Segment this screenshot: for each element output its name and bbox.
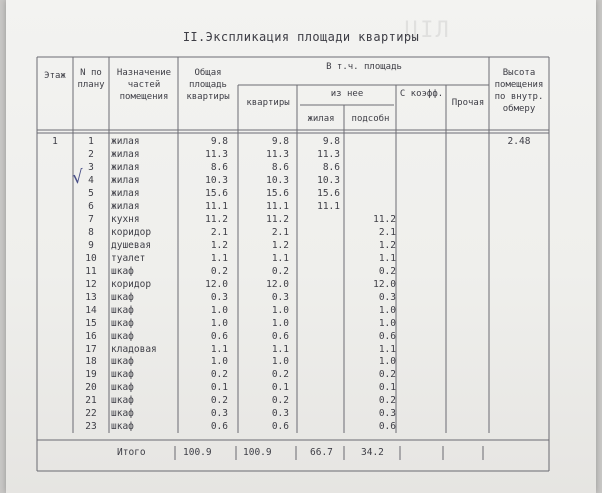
table-row: [37, 175, 549, 188]
plan-number-header: N по плану: [77, 68, 105, 90]
row-purpose: шкаф: [111, 317, 134, 329]
totals-living-area: 66.7: [310, 447, 333, 458]
totals-auxiliary-area: 34.2: [361, 447, 384, 458]
floor-header: Этаж: [44, 71, 66, 81]
row-total-area: 11.3: [205, 148, 228, 160]
table-row: [37, 227, 549, 240]
row-number: 15: [85, 317, 97, 329]
row-number: 20: [85, 382, 97, 394]
row-purpose: жилая: [111, 148, 140, 160]
height-value: 2.48: [507, 136, 531, 147]
row-apartment-area: 0.6: [271, 421, 289, 433]
row-apartment-area: 1.1: [271, 252, 289, 264]
table-row: [37, 395, 549, 408]
table-row: [37, 253, 549, 266]
row-purpose: кладовая: [111, 343, 157, 355]
row-purpose: коридор: [111, 278, 152, 290]
other-header: Прочая: [451, 98, 485, 108]
row-total-area: 8.6: [210, 161, 228, 173]
row-apartment-area: 1.0: [271, 304, 289, 316]
row-auxiliary-area: 1.2: [378, 239, 396, 251]
row-apartment-area: 0.1: [271, 382, 289, 394]
row-number: 9: [88, 239, 94, 251]
row-total-area: 1.1: [210, 252, 228, 264]
row-number: 19: [85, 369, 97, 381]
row-purpose: шкаф: [111, 369, 134, 381]
living-header: жилая: [307, 114, 335, 124]
table-row: [37, 305, 549, 318]
row-purpose: шкаф: [111, 265, 134, 277]
row-total-area: 0.2: [210, 265, 228, 277]
row-number: 1: [88, 136, 94, 147]
row-auxiliary-area: 0.3: [378, 291, 396, 303]
apartment-area-header: квартиры: [246, 98, 290, 108]
row-number: 12: [85, 278, 97, 290]
row-total-area: 12.0: [205, 278, 228, 290]
row-living-area: 10.3: [317, 174, 340, 186]
row-number: 23: [85, 421, 97, 433]
row-total-area: 10.3: [205, 174, 228, 186]
row-total-area: 0.3: [210, 408, 228, 420]
row-total-area: 11.2: [205, 213, 228, 225]
row-apartment-area: 0.2: [271, 395, 289, 407]
row-total-area: 9.8: [210, 136, 228, 147]
row-number: 5: [88, 187, 94, 199]
row-total-area: 11.1: [205, 200, 228, 212]
row-total-area: 0.1: [210, 382, 228, 394]
row-number: 16: [85, 330, 97, 342]
row-purpose: жилая: [111, 174, 140, 186]
table-row: [37, 356, 549, 369]
row-total-area: 15.6: [205, 187, 228, 199]
row-total-area: 1.0: [210, 356, 228, 368]
row-living-area: 15.6: [317, 187, 340, 199]
table-row: [37, 344, 549, 357]
row-auxiliary-area: 0.6: [378, 421, 396, 433]
totals-apartment-area: 100.9: [243, 447, 272, 458]
row-purpose: шкаф: [111, 408, 134, 420]
row-purpose: шкаф: [111, 421, 134, 433]
totals-row: [0, 447, 602, 461]
row-number: 4: [88, 174, 94, 186]
row-living-area: 8.6: [322, 161, 340, 173]
row-number: 14: [85, 304, 97, 316]
row-apartment-area: 0.3: [271, 291, 289, 303]
row-living-area: 11.3: [317, 148, 340, 160]
row-total-area: 1.1: [210, 343, 228, 355]
of-which-header: из нее: [330, 89, 364, 99]
row-living-area: 11.1: [317, 200, 340, 212]
row-total-area: 0.6: [210, 421, 228, 433]
including-area-header: В т.ч. площадь: [326, 62, 402, 72]
row-auxiliary-area: 0.3: [378, 408, 396, 420]
page-title: II.Экспликация площади квартиры: [182, 30, 420, 44]
totals-total-area: 100.9: [183, 447, 212, 458]
row-purpose: туалет: [111, 252, 146, 264]
purpose-header: Назначение частей помещения: [116, 68, 172, 102]
row-apartment-area: 0.2: [271, 265, 289, 277]
row-apartment-area: 11.3: [266, 148, 289, 160]
floor-value: 1: [52, 136, 58, 147]
row-number: 2: [88, 148, 94, 160]
row-number: 18: [85, 356, 97, 368]
table-row: [37, 162, 549, 175]
row-number: 10: [85, 252, 97, 264]
row-number: 22: [85, 408, 97, 420]
table-row: [37, 201, 549, 214]
row-apartment-area: 1.2: [271, 239, 289, 251]
row-apartment-area: 1.0: [271, 356, 289, 368]
row-apartment-area: 0.2: [271, 369, 289, 381]
row-auxiliary-area: 0.2: [378, 369, 396, 381]
row-number: 21: [85, 395, 97, 407]
row-purpose: шкаф: [111, 330, 134, 342]
row-apartment-area: 9.8: [271, 136, 289, 147]
table-row: [37, 369, 549, 382]
row-total-area: 0.6: [210, 330, 228, 342]
handwritten-checkmark: √: [70, 166, 85, 189]
row-purpose: шкаф: [111, 395, 134, 407]
row-apartment-area: 2.1: [271, 226, 289, 238]
row-auxiliary-area: 0.6: [378, 330, 396, 342]
table-row: [37, 214, 549, 227]
row-total-area: 0.2: [210, 369, 228, 381]
row-purpose: шкаф: [111, 304, 134, 316]
table-row: [37, 331, 549, 344]
table-row: [37, 240, 549, 253]
table-row: [37, 188, 549, 201]
row-purpose: шкаф: [111, 356, 134, 368]
row-apartment-area: 1.1: [271, 343, 289, 355]
auxiliary-header: подсобн: [351, 114, 390, 124]
row-purpose: жилая: [111, 187, 140, 199]
table-row: [37, 136, 549, 149]
row-purpose: кухня: [111, 213, 140, 225]
row-auxiliary-area: 1.1: [378, 252, 396, 264]
bleed-through-text: ЦIЛ: [405, 18, 451, 43]
row-number: 11: [85, 265, 97, 277]
table-row: [37, 279, 549, 292]
totals-label: Итого: [117, 447, 146, 458]
row-number: 6: [88, 200, 94, 212]
table-row: [37, 266, 549, 279]
table-row: [37, 382, 549, 395]
row-apartment-area: 12.0: [266, 278, 289, 290]
row-number: 8: [88, 226, 94, 238]
row-apartment-area: 11.1: [266, 200, 289, 212]
row-total-area: 2.1: [210, 226, 228, 238]
row-number: 17: [85, 343, 97, 355]
row-living-area: 9.8: [322, 136, 340, 147]
row-apartment-area: 8.6: [271, 161, 289, 173]
row-total-area: 1.2: [210, 239, 228, 251]
row-purpose: душевая: [111, 239, 152, 251]
row-purpose: коридор: [111, 226, 152, 238]
row-auxiliary-area: 12.0: [373, 278, 396, 290]
row-apartment-area: 0.6: [271, 330, 289, 342]
row-purpose: жилая: [111, 161, 140, 173]
table-row: [37, 318, 549, 331]
table-row: [37, 149, 549, 162]
row-auxiliary-area: 1.0: [378, 304, 396, 316]
row-auxiliary-area: 0.2: [378, 265, 396, 277]
table-row: [37, 408, 549, 421]
row-apartment-area: 0.3: [271, 408, 289, 420]
row-auxiliary-area: 1.1: [378, 343, 396, 355]
height-header: Высота помещения по внутр. обмеру: [494, 68, 544, 114]
row-auxiliary-area: 1.0: [378, 317, 396, 329]
row-total-area: 1.0: [210, 304, 228, 316]
row-auxiliary-area: 0.2: [378, 395, 396, 407]
row-auxiliary-area: 11.2: [373, 213, 396, 225]
row-number: 13: [85, 291, 97, 303]
row-number: 7: [88, 213, 94, 225]
row-purpose: жилая: [111, 136, 140, 147]
row-purpose: шкаф: [111, 382, 134, 394]
row-total-area: 1.0: [210, 317, 228, 329]
row-auxiliary-area: 1.0: [378, 356, 396, 368]
row-apartment-area: 1.0: [271, 317, 289, 329]
row-auxiliary-area: 2.1: [378, 226, 396, 238]
table-row: [37, 421, 549, 434]
coef-header: С коэфф.: [399, 89, 444, 99]
row-auxiliary-area: 0.1: [378, 382, 396, 394]
row-apartment-area: 11.2: [266, 213, 289, 225]
row-number: 3: [88, 161, 94, 173]
row-apartment-area: 15.6: [266, 187, 289, 199]
table-row: [37, 292, 549, 305]
row-purpose: жилая: [111, 200, 140, 212]
row-purpose: шкаф: [111, 291, 134, 303]
row-apartment-area: 10.3: [266, 174, 289, 186]
row-total-area: 0.2: [210, 395, 228, 407]
total-area-header: Общая площадь квартиры: [186, 68, 230, 102]
row-total-area: 0.3: [210, 291, 228, 303]
